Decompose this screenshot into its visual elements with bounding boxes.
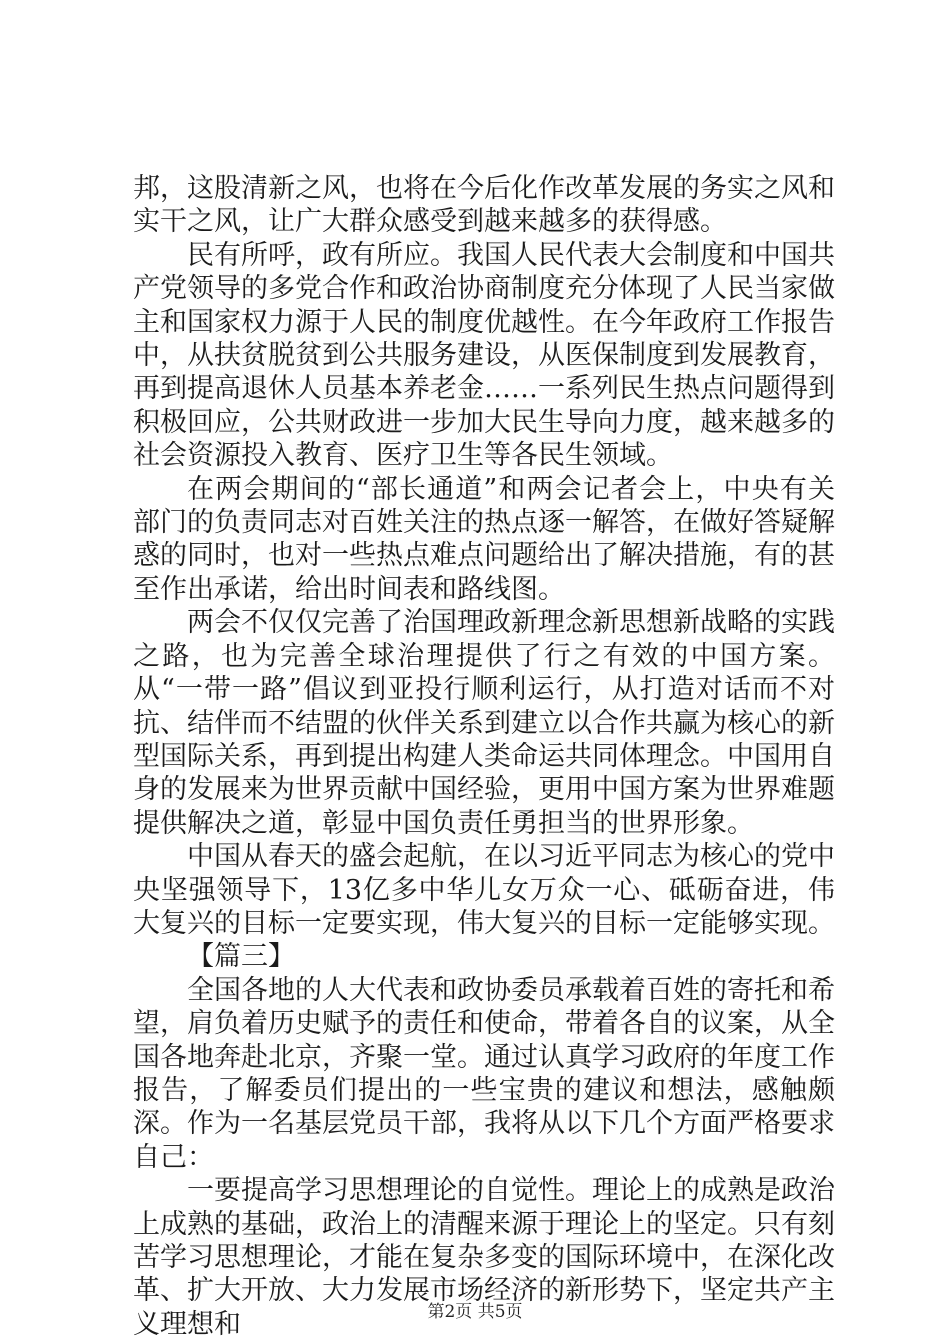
page-number-footer: 第2页 共5页 xyxy=(427,1302,523,1322)
paragraph-1: 邦，这股清新之风，也将在今后化作改革发展的务实之风和实干之风，让广大群众感受到越来越多的获得感。 xyxy=(133,173,835,238)
paragraph-3: 在两会期间的“部长通道”和两会记者会上，中央有关部门的负责同志对百姓关注的热点逐一解答，在做好答疑解惑的同时，也对一些热点难点问题给出了解决措施，有的甚至作出承诺，给出时间表和路线图。 xyxy=(133,473,835,605)
paragraph-7: 一要提高学习思想理论的自觉性。理论上的成熟是政治上成熟的基础，政治上的清醒来源于理论上的坚定。只有刻苦学习思想理论，才能在复杂多变的国际环境中，在深化改革、扩大开放、大力发展市场经济的新形势下，坚定共产主义理想和 xyxy=(133,1175,835,1340)
paragraph-6: 全国各地的人大代表和政协委员承载着百姓的寄托和希望，肩负着历史赋予的责任和使命，带着各自的议案，从全国各地奔赴北京，齐聚一堂。通过认真学习政府的年度工作报告，了解委员们提出的一些宝贵的建议和想法，感触颇深。作为一名基层党员干部，我将从以下几个方面严格要求自己： xyxy=(133,974,835,1173)
paragraph-4: 两会不仅仅完善了治国理政新理念新思想新战略的实践之路，也为完善全球治理提供了行之有效的中国方案。从“一带一路”倡议到亚投行顺利运行，从打造对话而不对抗、结伴而不结盟的伙伴关系到建立以合作共赢为核心的新型国际关系，再到提出构建人类命运共同体理念。中国用自身的发展来为世界贡献中国经验，更用中国方案为世界难题提供解决之道，彰显中国负责任勇担当的世界形象。 xyxy=(133,607,835,839)
document-body xyxy=(133,172,835,1341)
paragraph-5: 中国从春天的盛会起航，在以习近平同志为核心的党中央坚强领导下，13亿多中华儿女万众一心、砥砺奋进，伟大复兴的目标一定要实现，伟大复兴的目标一定能够实现。 xyxy=(133,841,835,939)
paragraph-2: 民有所呼，政有所应。我国人民代表大会制度和中国共产党领导的多党合作和政治协商制度充分体现了人民当家做主和国家权力源于人民的制度优越性。在今年政府工作报告中，从扶贫脱贫到公共服务建设，从医保制度到发展教育，再到提高退休人员基本养老金……一系列民生热点问题得到积极回应，公共财政进一步加大民生导向力度，越来越多的社会资源投入教育、医疗卫生等各民生领域。 xyxy=(133,239,835,472)
section-heading: 【篇三】 xyxy=(187,941,295,973)
